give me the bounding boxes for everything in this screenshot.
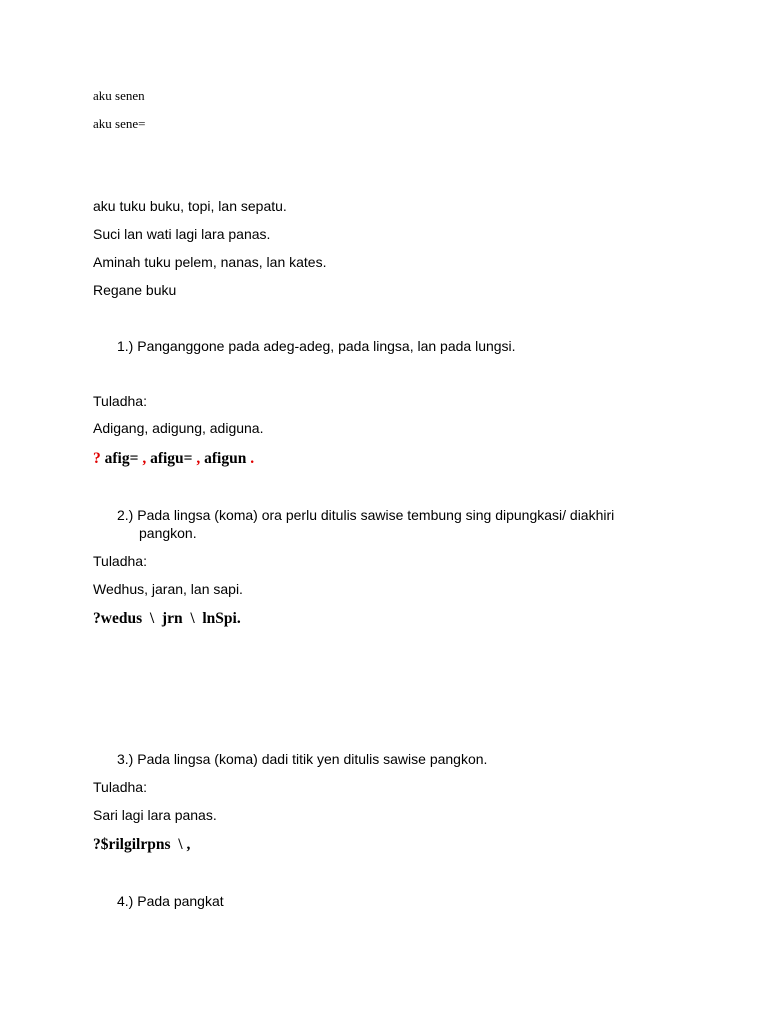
javanese-word: afigu= [146,450,197,467]
sentence-4: Regane buku [93,282,177,298]
rule-4-number: 4.) [117,893,134,909]
rule-2-example-label: Tuladha: [93,553,147,569]
rule-2-number: 2.) [117,507,134,523]
rule-1-example: Adigang, adigung, adiguna. [93,420,264,436]
rule-2-example: Wedhus, jaran, lan sapi. [93,581,243,597]
javanese-word: afig= [100,450,143,467]
rule-2-javanese: ?wedus \ jrn \ lnSpi. [93,610,241,627]
rule-4-text: Pada pangkat [137,893,224,909]
rule-3-number: 3.) [117,751,134,767]
sentence-2: Suci lan wati lagi lara panas. [93,226,271,242]
rule-4 [117,893,224,909]
rule-3-text: Pada lingsa (koma) dadi titik yen ditulis sawise pangkon. [137,751,488,767]
javanese-word: afigun [200,450,251,467]
rule-1-javanese [93,450,254,468]
sentence-3: Aminah tuku pelem, nanas, lan kates. [93,254,327,270]
rule-1-number: 1.) [117,338,134,354]
rule-2-text-line2: pangkon. [139,525,197,541]
javanese-mark-red: ? [93,450,101,467]
sentence-1: aku tuku buku, topi, lan sepatu. [93,198,287,214]
rule-3 [117,751,487,767]
rule-1 [117,338,516,354]
javanese-comma-red: , [196,450,201,467]
rule-3-javanese: ?$rilgilrpns \ , [93,836,191,853]
rule-1-example-label: Tuladha: [93,393,147,409]
javanese-comma-red: , [142,450,147,467]
rule-1-text: Panganggone pada adeg-adeg, pada lingsa, lan pada lungsi. [137,338,516,354]
rule-3-example-label: Tuladha: [93,779,147,795]
rule-2 [117,507,614,523]
rule-3-example: Sari lagi lara panas. [93,807,217,823]
top-line-1: aku senen [93,88,145,103]
top-line-2: aku sene= [93,116,146,131]
javanese-period-red: . [250,450,255,467]
rule-2-text-line1: Pada lingsa (koma) ora perlu ditulis sawise tembung sing dipungkasi/ diakhiri [137,507,615,523]
